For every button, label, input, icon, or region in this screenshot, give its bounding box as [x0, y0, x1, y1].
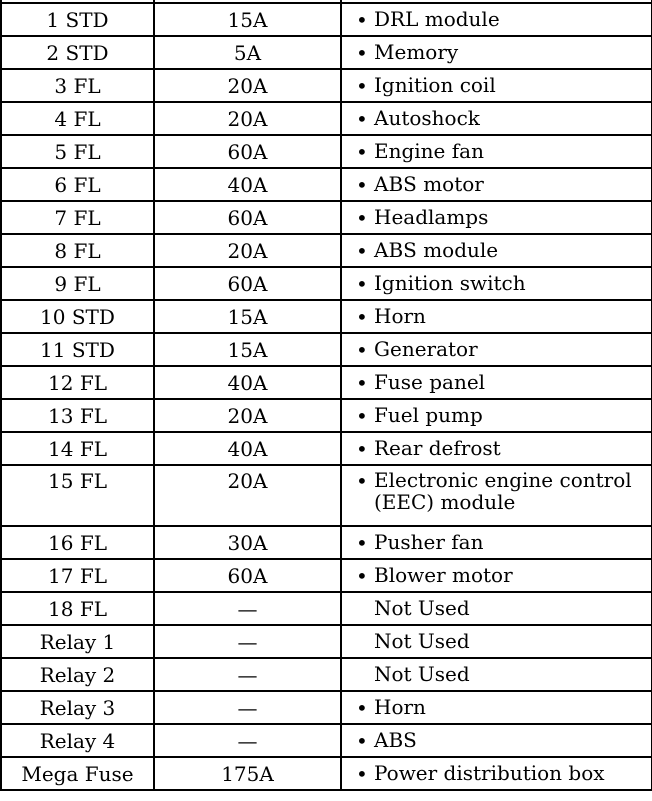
- table-row: [1, 465, 652, 526]
- amp-rating-cell: 15A: [154, 300, 341, 333]
- amp-rating-cell: 15A: [154, 333, 341, 366]
- amp-rating-cell: 40A: [154, 432, 341, 465]
- fuse-position-cell: 5 FL: [1, 135, 154, 168]
- circuit-label: Fuel pump: [374, 402, 483, 427]
- fuse-position-cell: Relay 1: [1, 625, 154, 658]
- amp-rating-cell: 5A: [154, 36, 341, 69]
- bullet-marker: •: [356, 139, 368, 164]
- fuse-table-body: [1, 0, 652, 790]
- fuse-position-cell: 15 FL: [1, 465, 154, 526]
- circuit-cell: [341, 366, 652, 399]
- bullet-marker: •: [356, 304, 368, 329]
- fuse-position-cell: 6 FL: [1, 168, 154, 201]
- circuit-label: Blower motor: [374, 562, 513, 587]
- bullet-marker: •: [356, 370, 368, 395]
- fuse-position-cell: 7 FL: [1, 201, 154, 234]
- circuit-cell: [341, 201, 652, 234]
- circuit-label: Horn: [374, 303, 426, 328]
- bullet-marker: •: [356, 73, 368, 98]
- circuit-cell: [341, 234, 652, 267]
- table-row: [1, 234, 652, 267]
- bullet-marker: •: [356, 530, 368, 555]
- bullet-marker: •: [356, 469, 368, 493]
- fuse-position-cell: 11 STD: [1, 333, 154, 366]
- fuse-position-cell: Relay 4: [1, 724, 154, 757]
- circuit-cell: [341, 526, 652, 559]
- bullet-marker: •: [356, 205, 368, 230]
- circuit-cell: [341, 691, 652, 724]
- circuit-label: DRL module: [374, 6, 500, 31]
- table-row: [1, 625, 652, 658]
- circuit-cell: [341, 135, 652, 168]
- circuit-label: Pusher fan: [374, 529, 484, 554]
- circuit-cell: [341, 267, 652, 300]
- amp-rating-cell: 40A: [154, 168, 341, 201]
- fuse-position-cell: Relay 2: [1, 658, 154, 691]
- circuit-label: Ignition switch: [374, 270, 526, 295]
- amp-rating-cell: 30A: [154, 526, 341, 559]
- circuit-label: Headlamps: [374, 204, 489, 229]
- table-row: [1, 691, 652, 724]
- fuse-position-cell: 4 FL: [1, 102, 154, 135]
- table-row: [1, 432, 652, 465]
- bullet-marker: •: [356, 761, 368, 786]
- bullet-marker: •: [356, 728, 368, 753]
- circuit-cell: [341, 559, 652, 592]
- circuit-label: Ignition coil: [374, 72, 496, 97]
- circuit-label: Not Used: [374, 661, 470, 686]
- fuse-position-cell: 16 FL: [1, 526, 154, 559]
- circuit-cell: [341, 658, 652, 691]
- bullet-marker: •: [356, 563, 368, 588]
- circuit-cell: [341, 432, 652, 465]
- circuit-label: Memory: [374, 39, 459, 64]
- bullet-marker: •: [356, 695, 368, 720]
- table-row: [1, 300, 652, 333]
- circuit-cell: [341, 592, 652, 625]
- table-row: [1, 69, 652, 102]
- table-row: [1, 102, 652, 135]
- table-row: [1, 757, 652, 790]
- bullet-marker: •: [356, 436, 368, 461]
- amp-rating-cell: 20A: [154, 399, 341, 432]
- table-row: [1, 592, 652, 625]
- amp-rating-cell: 60A: [154, 135, 341, 168]
- amp-rating-cell: 15A: [154, 3, 341, 36]
- fuse-position-cell: 8 FL: [1, 234, 154, 267]
- amp-rating-cell: —: [154, 625, 341, 658]
- amp-rating-cell: —: [154, 724, 341, 757]
- circuit-cell: [341, 757, 652, 790]
- table-row: [1, 135, 652, 168]
- table-row: [1, 658, 652, 691]
- circuit-label: ABS: [374, 727, 417, 752]
- fuse-position-cell: 18 FL: [1, 592, 154, 625]
- table-row: [1, 168, 652, 201]
- circuit-label: Power distribution box: [374, 760, 605, 785]
- amp-rating-cell: 60A: [154, 201, 341, 234]
- circuit-label: Engine fan: [374, 138, 484, 163]
- circuit-label: Autoshock: [374, 105, 480, 130]
- table-row: [1, 724, 652, 757]
- amp-rating-cell: 60A: [154, 559, 341, 592]
- amp-rating-cell: 20A: [154, 234, 341, 267]
- bullet-marker: •: [356, 40, 368, 65]
- bullet-marker: •: [356, 7, 368, 32]
- fuse-position-cell: 17 FL: [1, 559, 154, 592]
- fuse-position-cell: 9 FL: [1, 267, 154, 300]
- circuit-cell: [341, 3, 652, 36]
- bullet-marker: •: [356, 106, 368, 131]
- amp-rating-cell: —: [154, 691, 341, 724]
- amp-rating-cell: —: [154, 592, 341, 625]
- circuit-cell: [341, 102, 652, 135]
- amp-rating-cell: 60A: [154, 267, 341, 300]
- circuit-cell: [341, 300, 652, 333]
- bullet-marker: •: [356, 271, 368, 296]
- table-row: [1, 36, 652, 69]
- circuit-cell: [341, 399, 652, 432]
- fuse-position-cell: 2 STD: [1, 36, 154, 69]
- table-row: [1, 3, 652, 36]
- circuit-label: Electronic engine control (EEC) module: [374, 468, 632, 514]
- bullet-marker: •: [356, 172, 368, 197]
- circuit-cell: [341, 168, 652, 201]
- fuse-position-cell: 13 FL: [1, 399, 154, 432]
- circuit-label: ABS module: [374, 237, 499, 262]
- circuit-cell: [341, 69, 652, 102]
- circuit-cell: [341, 333, 652, 366]
- circuit-label: Rear defrost: [374, 435, 501, 460]
- circuit-label: Generator: [374, 336, 478, 361]
- table-row: [1, 366, 652, 399]
- circuit-cell: [341, 36, 652, 69]
- circuit-cell: [341, 625, 652, 658]
- bullet-marker: •: [356, 337, 368, 362]
- fuse-position-cell: Relay 3: [1, 691, 154, 724]
- circuit-label: Not Used: [374, 595, 470, 620]
- amp-rating-cell: 175A: [154, 757, 341, 790]
- table-row: [1, 526, 652, 559]
- amp-rating-cell: 20A: [154, 465, 341, 526]
- table-row: [1, 333, 652, 366]
- table-row: [1, 399, 652, 432]
- fuse-position-cell: 1 STD: [1, 3, 154, 36]
- fuse-position-cell: 10 STD: [1, 300, 154, 333]
- amp-rating-cell: 20A: [154, 69, 341, 102]
- table-row: [1, 201, 652, 234]
- circuit-label: Horn: [374, 694, 426, 719]
- table-row: [1, 267, 652, 300]
- circuit-cell: [341, 724, 652, 757]
- table-row: [1, 559, 652, 592]
- bullet-marker: •: [356, 238, 368, 263]
- circuit-label: ABS motor: [374, 171, 484, 196]
- fuse-position-cell: 3 FL: [1, 69, 154, 102]
- fuse-position-cell: 14 FL: [1, 432, 154, 465]
- circuit-cell: [341, 465, 652, 526]
- fuse-position-cell: 12 FL: [1, 366, 154, 399]
- circuit-label: Fuse panel: [374, 369, 486, 394]
- fuse-position-cell: Mega Fuse: [1, 757, 154, 790]
- amp-rating-cell: —: [154, 658, 341, 691]
- amp-rating-cell: 40A: [154, 366, 341, 399]
- amp-rating-cell: 20A: [154, 102, 341, 135]
- circuit-label: Not Used: [374, 628, 470, 653]
- bullet-marker: •: [356, 403, 368, 428]
